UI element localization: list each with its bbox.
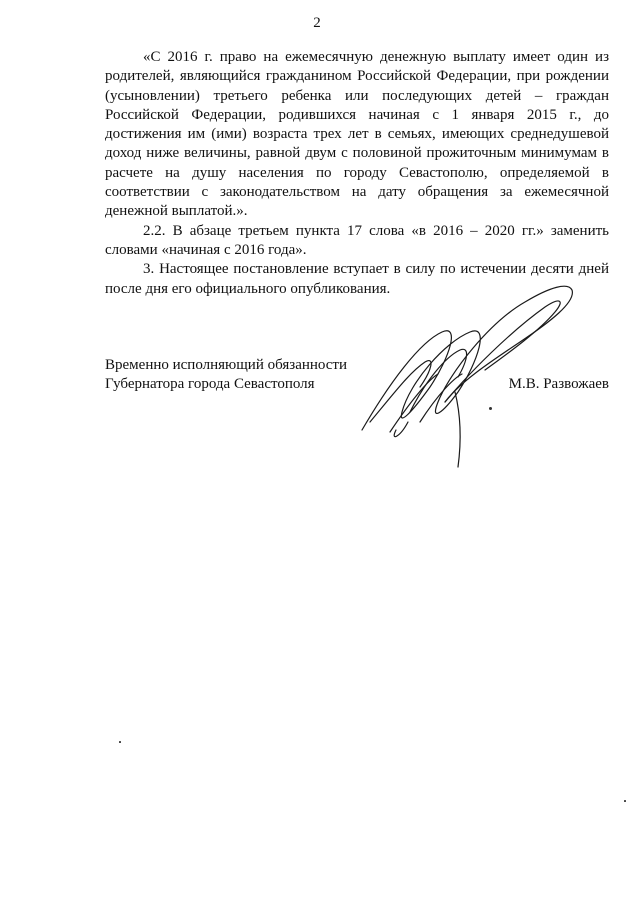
paragraph-quoted-amendment: «С 2016 г. право на ежемесячную денежную выплату имеет один из родителей, являющийся гражданином Российской Федерации, при рождении (усыновлении) третьего ребенка или последующих детей – граждан Российской Федерации, родившихся начиная с 1 января 2015 г., до достижения им (ими) возраста трех лет в семьях, имеющих среднедушевой доход ниже величины, равной двум с половиной прожиточным минимумам в расчете на душу населения по городу Севастополю, определяемой в соответствии с законодательством на дату обращения за ежемесячной денежной выплатой.». — [105, 49, 609, 220]
scan-speck — [119, 741, 121, 743]
scan-speck — [489, 407, 492, 410]
scan-speck — [624, 800, 626, 802]
signer-title-line-1: Временно исполняющий обязанности — [105, 357, 348, 373]
signature-block — [105, 356, 609, 394]
page-number: 2 — [313, 15, 321, 31]
paragraph-item-2-2: 2.2. В абзаце третьем пункта 17 слова «в 2016 – 2020 гг.» заменить словами «начиная с 2016 года». — [105, 222, 609, 258]
signer-title-line-2: Губернатора города Севастополя — [105, 376, 315, 392]
document-body — [105, 48, 609, 299]
signer-name: М.В. Развожаев — [508, 376, 609, 392]
paragraph-item-3: 3. Настоящее постановление вступает в силу по истечении десяти дней после дня его официального опубликования. — [105, 261, 609, 297]
